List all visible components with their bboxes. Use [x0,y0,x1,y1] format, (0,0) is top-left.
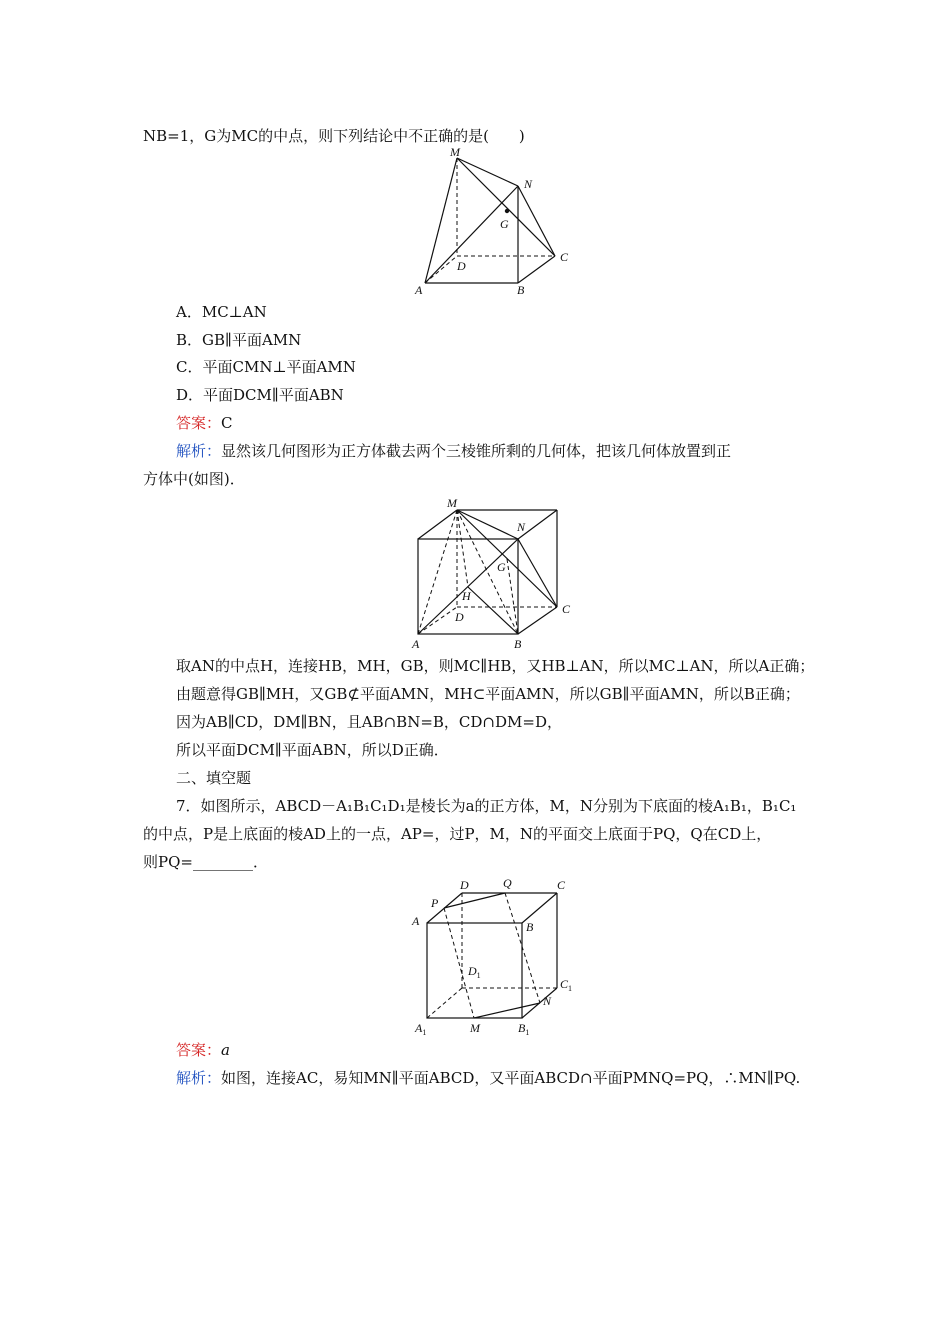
answer-value: a [221,1041,230,1059]
answer-label: 答案： [176,414,222,432]
q6-option-a: A．MC⊥AN [176,303,267,321]
q7-line3: 则PQ=________． [143,853,268,871]
q6-proof-line: 由题意得GB∥MH，又GB⊄平面AMN，MH⊂平面AMN，所以GB∥平面AMN，所以B正确； [176,685,800,703]
fig2-label-H: H [462,589,471,603]
fig3-label-Q: Q [503,876,512,890]
q6-proof-line: 因为AB∥CD，DM∥BN，且AB∩BN=B，CD∩DM=D， [176,713,562,731]
fig2-label-D: D [455,610,464,624]
fig2-label-N: N [517,520,526,534]
fig3-label-N: N [543,994,552,1008]
q6-option-d: D．平面DCM∥平面ABN [176,386,344,404]
figure-3-cube [405,875,595,1035]
fig1-label-M: M [450,145,460,159]
answer-label: 答案： [176,1041,222,1059]
fig2-label-A: A [412,637,420,651]
fig1-label-C: C [560,250,569,264]
fig1-label-B: B [517,283,525,297]
section-heading: 二、填空题 [176,769,252,787]
q7-line1: 7．如图所示，ABCD－A₁B₁C₁D₁是棱长为a的正方体，M，N分别为下底面的棱A₁B₁，B₁C₁ [176,797,797,815]
fig3-label-A1: $A_1$ [415,1021,427,1037]
fig2-label-B: B [514,637,522,651]
q7-answer [176,1040,230,1060]
q6-option-c: C．平面CMN⊥平面AMN [176,358,356,376]
fig2-label-G: G [497,560,506,574]
fig3-label-D: D [460,878,469,892]
analysis-label: 解析： [176,1069,222,1087]
q6-answer [176,413,233,433]
q6-proof-line: 所以平面DCM∥平面ABN，所以D正确． [176,741,449,759]
fig3-label-M: M [470,1021,480,1035]
fig2-label-M: M [447,496,457,510]
fig3-label-B1: $B_1$ [518,1021,530,1037]
q7-line2: 的中点，P是上底面的棱AD上的一点，AP=，过P，M，N的平面交上底面于PQ，Q在CD上， [143,825,772,843]
fig3-label-B: B [526,920,534,934]
q6-stem-tail: NB=1，G为MC的中点，则下列结论中不正确的是( ) [143,127,525,145]
q6-proof-line: 取AN的中点H，连接HB，MH，GB，则MC∥HB，又HB⊥AN，所以MC⊥AN，所以A正确； [176,657,815,675]
q6-analysis-line2: 方体中(如图)． [143,470,245,488]
fig3-label-C1: $C_1$ [560,977,573,993]
fig1-label-A: A [415,283,423,297]
fig3-label-D1: $D_1$ [468,964,481,980]
fig3-label-A: A [412,914,420,928]
answer-value: C [221,414,233,432]
fig1-label-G: G [500,217,509,231]
q6-analysis-line1: 解析：显然该几何图形为正方体截去两个三棱锥所剩的几何体，把该几何体放置到正 [176,442,732,460]
figure-2-cube [400,497,590,649]
figure-1-solid [400,145,590,298]
fig3-label-C: C [557,878,566,892]
analysis-label: 解析： [176,442,222,460]
q6-option-b: B．GB∥平面AMN [176,331,302,349]
fig1-label-D: D [457,259,466,273]
fig1-label-N: N [524,177,533,191]
fig3-label-P: P [431,896,439,910]
q7-analysis: 解析：如图，连接AC，易知MN∥平面ABCD，又平面ABCD∩平面PMNQ=PQ，∴MN∥PQ. [176,1069,801,1087]
fig2-label-C: C [562,602,571,616]
